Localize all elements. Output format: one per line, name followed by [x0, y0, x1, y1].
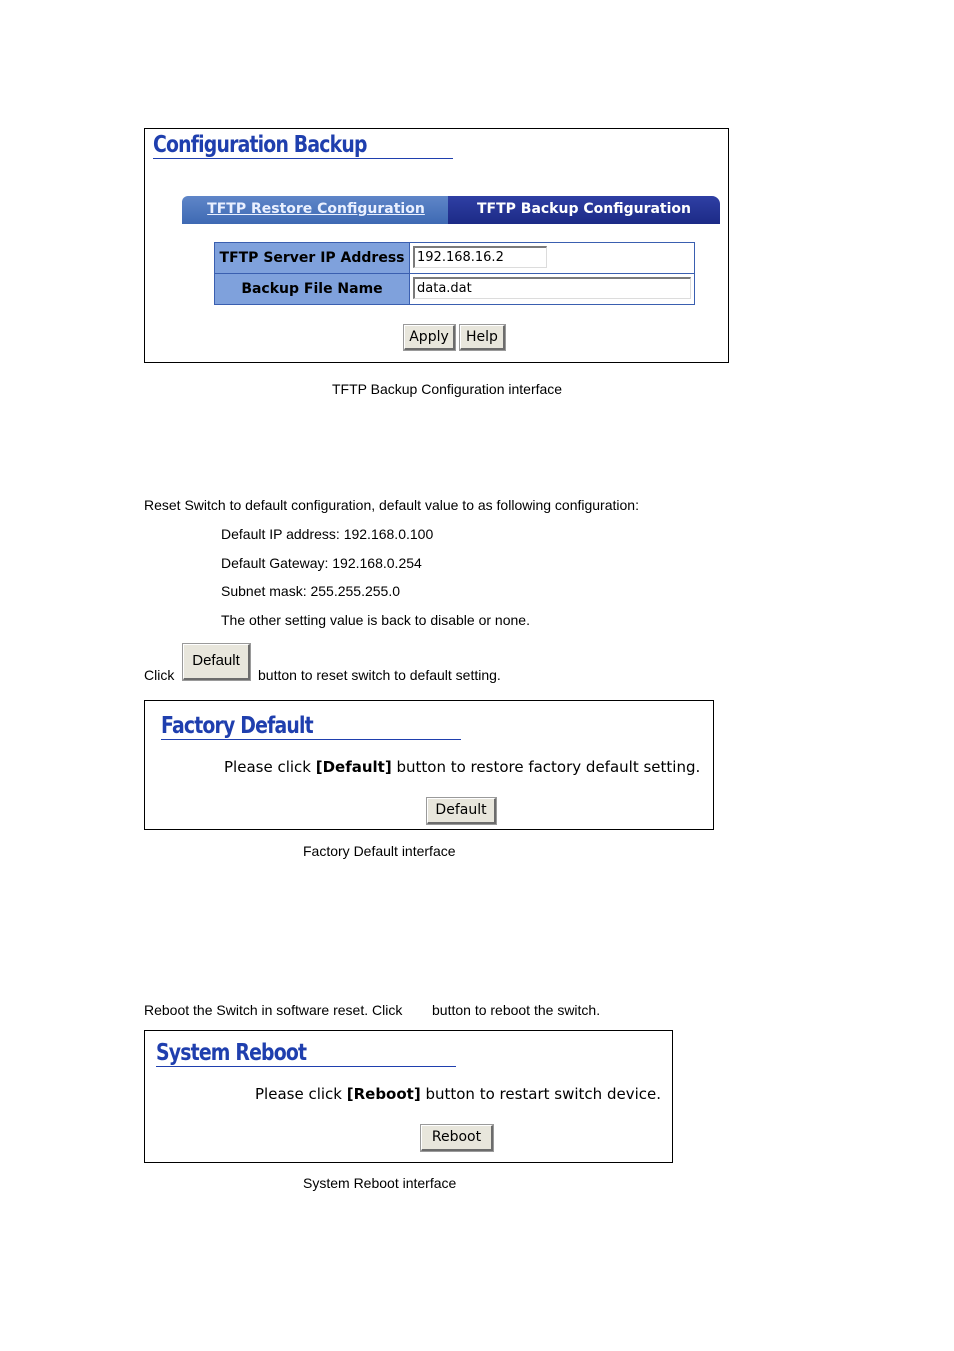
backup-file-cell [410, 274, 695, 305]
tab-tftp-restore[interactable] [182, 196, 450, 224]
backup-caption: TFTP Backup Configuration interface [332, 381, 563, 397]
default-gateway-item: Default Gateway: 192.168.0.254 [221, 555, 422, 571]
tab-tftp-backup[interactable] [448, 196, 720, 224]
tab-label: TFTP Restore Configuration [207, 201, 425, 217]
backup-file-label: Backup File Name [215, 274, 410, 305]
backup-form [214, 242, 695, 305]
tab-label: TFTP Backup Configuration [476, 201, 692, 217]
form-row [215, 274, 695, 305]
reboot-caption: System Reboot interface [303, 1175, 457, 1191]
subnet-mask-item: Subnet mask: 255.255.255.0 [221, 583, 401, 599]
reboot-button[interactable]: Reboot [421, 1125, 493, 1151]
reboot-text-after: button to reboot the switch. [432, 1002, 601, 1018]
title-underline [156, 1066, 456, 1067]
message-pre: Please click [255, 1085, 347, 1103]
tftp-server-cell [410, 243, 695, 274]
after-button-text: button to reset switch to default setting. [258, 667, 501, 683]
click-text: Click [144, 667, 175, 683]
tftp-server-input[interactable]: 192.168.16.2 [413, 246, 547, 268]
factory-message [224, 758, 700, 776]
help-button[interactable]: Help [460, 325, 505, 350]
reboot-text-before: Reboot the Switch in software reset. Click [144, 1002, 403, 1018]
title-underline [161, 739, 461, 740]
inline-default-button[interactable]: Default [183, 644, 250, 680]
default-button[interactable]: Default [427, 798, 496, 824]
configuration-backup-panel [144, 128, 729, 363]
reboot-message [255, 1085, 661, 1103]
panel-title: System Reboot [156, 1040, 307, 1066]
factory-caption: Factory Default interface [303, 843, 456, 859]
message-post: button to restart switch device. [420, 1085, 661, 1103]
panel-title: Configuration Backup [153, 132, 367, 158]
factory-default-panel [144, 700, 714, 830]
form-row [215, 243, 695, 274]
message-bold: [Default] [315, 758, 392, 776]
factory-intro: Reset Switch to default configuration, default value to as following configuration: [144, 497, 639, 513]
system-reboot-panel [144, 1030, 673, 1163]
panel-title: Factory Default [161, 713, 313, 739]
message-bold: [Reboot] [346, 1085, 421, 1103]
message-post: button to restore factory default setting. [391, 758, 701, 776]
tftp-server-label: TFTP Server IP Address [215, 243, 410, 274]
title-underline [153, 158, 453, 159]
apply-button[interactable]: Apply [404, 325, 455, 350]
message-pre: Please click [224, 758, 316, 776]
backup-file-input[interactable]: data.dat [413, 277, 691, 299]
other-settings-item: The other setting value is back to disable or none. [221, 612, 530, 628]
default-ip-item: Default IP address: 192.168.0.100 [221, 526, 434, 542]
